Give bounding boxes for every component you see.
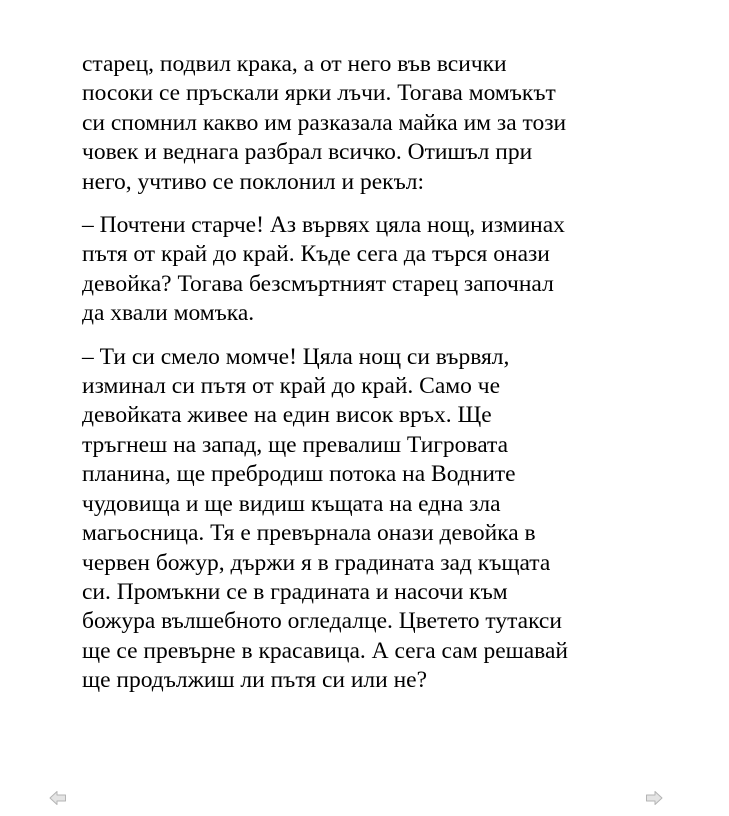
text-line: човек и веднага разбрал всичко. Отишъл при bbox=[82, 139, 533, 166]
text-line: тръгнеш на запад, ще превалиш Тигровата bbox=[82, 431, 509, 458]
text-line: чудовища и ще видиш къщата на една зла bbox=[82, 490, 501, 517]
text-line: си спомнил какво им разказала майка им за този bbox=[82, 109, 567, 136]
text-line: старец, подвил крака, а от него във всички bbox=[82, 51, 507, 77]
paragraph-3 bbox=[82, 343, 662, 696]
text-line: магьосница. Тя е превърнала онази девойка в bbox=[82, 520, 536, 547]
text-line: червен божур, държи я в градината зад къщата bbox=[82, 549, 551, 576]
text-line: да хвали момъка. bbox=[82, 300, 255, 327]
text-line: ще продължиш ли пътя си или не? bbox=[82, 667, 428, 694]
paragraph-1 bbox=[82, 50, 662, 197]
paragraph-2 bbox=[82, 211, 662, 329]
text-line: – Ти си смело момче! Цяла нощ си вървял, bbox=[82, 343, 510, 370]
arrow-right-icon bbox=[645, 790, 663, 806]
text-line: изминал си пътя от край до край. Само че bbox=[82, 373, 501, 400]
text-line: него, учтиво се поклонил и рекъл: bbox=[82, 168, 424, 195]
text-line: пътя от край до край. Къде сега да търся онази bbox=[82, 241, 550, 268]
previous-page-button[interactable] bbox=[49, 790, 67, 806]
text-line: посоки се пръскали ярки лъчи. Тогава момъкът bbox=[82, 80, 556, 107]
text-line: девойка? Тогава безсмъртният старец започнал bbox=[82, 270, 554, 297]
text-line: божура вълшебното огледалце. Цветето тутакси bbox=[82, 608, 562, 635]
arrow-left-icon bbox=[49, 790, 67, 806]
text-line: – Почтени старче! Аз вървях цяла нощ, изминах bbox=[82, 212, 565, 239]
next-page-button[interactable] bbox=[645, 790, 663, 806]
text-line: ще се превърне в красавица. А сега сам решавай bbox=[82, 637, 568, 664]
text-line: девойката живее на един висок връх. Ще bbox=[82, 402, 492, 429]
text-line: си. Промъкни се в градината и насочи към bbox=[82, 578, 508, 605]
text-line: планина, ще пребродиш потока на Водните bbox=[82, 461, 516, 488]
page-text bbox=[82, 50, 662, 710]
